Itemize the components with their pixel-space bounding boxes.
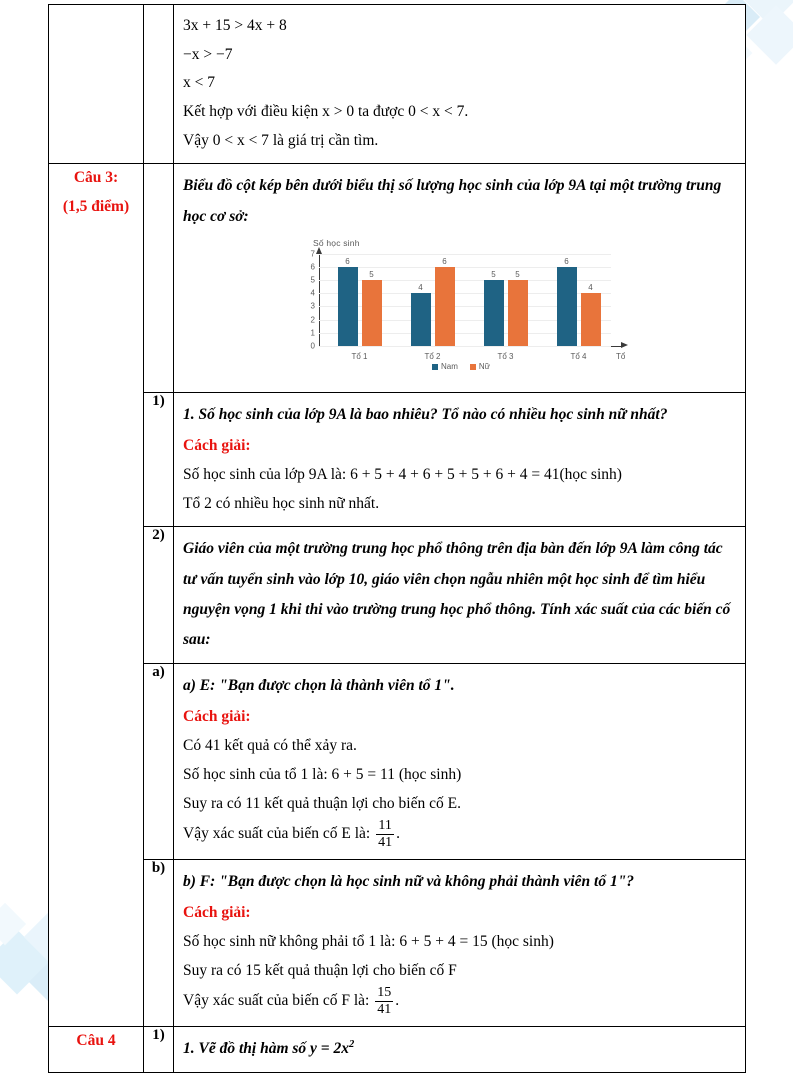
chart-y-tick-label: 7 [310, 249, 315, 259]
chart-plot-area [310, 249, 626, 361]
chart-bar-value-label: 6 [442, 256, 447, 266]
cau3-part1-question: 1. Số học sinh của lớp 9A là bao nhiêu? Tổ nào có nhiều học sinh nữ nhất? [183, 405, 668, 423]
chart-x-axis-label: Tổ [616, 351, 626, 361]
table-row-cau3-partb [49, 859, 746, 1026]
cell-cau4-number [144, 1026, 174, 1072]
cell-continuation-body [174, 5, 746, 164]
cau3-part2-question: Giáo viên của một trường trung học phổ thông trên địa bàn đến lớp 9A làm công tác tư vấn tuyển sinh vào lớp 10, giáo viên chọn ngẫu nhiên một học sinh để tìm hiểu nguyện vọng 1 khi thi vào trường trung học phổ thông. Tính xác suất của các biến cố sau: [183, 540, 731, 649]
chart-bar-nam [484, 270, 504, 346]
chart-bar-nam [411, 283, 431, 346]
chart-bar-nam [338, 256, 358, 346]
probability-fraction-f [375, 985, 393, 1017]
chart-bar-group [411, 254, 455, 346]
conclusion-condition-period: . [464, 103, 469, 121]
cell-cau3-part1-body [174, 392, 746, 527]
cell-cau3-parta-body [174, 664, 746, 860]
chart-legend-swatch [432, 364, 438, 370]
cau3-partb-line1-math: 6 + 5 + 4 = 15 [399, 933, 488, 951]
cau3-part1-line1-unit: (học sinh) [559, 466, 622, 484]
cau3-partb-line3 [183, 985, 739, 1017]
cau3-parta-line2-text: Số học sinh của tổ 1 là: [183, 766, 332, 784]
fraction-numerator: 15 [377, 985, 392, 1001]
inequality-step-2: −x > −7 [183, 45, 233, 63]
conclusion-condition-math2: 0 < x < 7 [408, 103, 465, 121]
x-axis-arrow-icon [621, 342, 628, 348]
conclusion-final-math: 0 < x < 7 [212, 131, 269, 149]
table-row-cau3-part2 [49, 527, 746, 664]
cell-cau4-label [49, 1026, 144, 1072]
cell-num-empty [144, 5, 174, 164]
chart-legend-item [432, 362, 458, 371]
cau3-parta-line2-unit: (học sinh) [394, 766, 462, 784]
chart-bar-nu [508, 270, 528, 346]
cau3-partb-line3-text: Vậy xác suất của biến cố F là: [183, 992, 374, 1010]
probability-fraction-e [376, 818, 394, 850]
chart-y-tick-label: 5 [310, 275, 315, 285]
cell-cau3-partb-body [174, 859, 746, 1026]
chart-category-label: Tổ 1 [351, 351, 368, 361]
watermark-diamond [743, 0, 793, 26]
chart-category-label: Tổ 3 [497, 351, 514, 361]
exam-answer-sheet [48, 4, 745, 1073]
cau3-partb-question: b) F: "Bạn được chọn là học sinh nữ và không phải thành viên tổ 1"? [183, 872, 635, 890]
conclusion-condition [183, 98, 739, 127]
chart-bar-nu [435, 256, 455, 346]
chart-category-label: Tổ 2 [424, 351, 441, 361]
table-row-cau3-intro [49, 164, 746, 392]
cau3-parta-question: a) E: "Bạn được chọn là thành viên tổ 1". [183, 677, 455, 695]
cau3-partb-solution-label: Cách giải: [183, 904, 251, 922]
table-row-cau3-part1 [49, 392, 746, 527]
table-row-continuation [49, 5, 746, 164]
cau3-part1-line1-text: Số học sinh của lớp 9A là: [183, 466, 351, 484]
cau3-intro-text: Biểu đồ cột kép bên dưới biểu thị số lượng học sinh của lớp 9A tại một trường trung học cơ sở: [183, 177, 722, 225]
fraction-numerator: 11 [378, 818, 392, 834]
watermark-diamond [0, 903, 26, 945]
cell-cau3-parta-number [144, 664, 174, 860]
chart-bar-group [484, 254, 528, 346]
watermark-diamond [746, 5, 793, 64]
cau4-question-text: 1. Vẽ đồ thị hàm số [183, 1039, 311, 1057]
cau3-parta-line1: Có 41 kết quả có thể xảy ra. [183, 737, 357, 755]
chart-bar-value-label: 4 [418, 283, 423, 293]
chart-legend [291, 362, 631, 371]
table-row-cau3-parta [49, 664, 746, 860]
chart-gridline [310, 341, 611, 351]
cau4-label: Câu 4 [76, 1031, 116, 1049]
cau3-partb-line1 [183, 928, 739, 957]
cau3-parta-line2-math: 6 + 5 = 11 [331, 766, 395, 784]
chart-bar-nu [581, 283, 601, 346]
cau3-part2-number: 2) [152, 527, 165, 544]
inequality-step-1: 3x + 15 > 4x + 8 [183, 17, 287, 34]
cell-cau3-part2-number [144, 527, 174, 664]
cell-cau-empty [49, 5, 144, 164]
conclusion-final [183, 127, 739, 156]
cell-cau3-part1-number [144, 392, 174, 527]
exam-table [48, 4, 746, 1073]
cell-cau3-label [49, 164, 144, 1026]
cau3-part1-line2: Tổ 2 có nhiều học sinh nữ nhất. [183, 494, 380, 512]
chart-bar-value-label: 6 [345, 256, 350, 266]
cell-cau3-part2-body [174, 527, 746, 664]
chart-legend-label: Nữ [478, 361, 491, 371]
chart-legend-item [470, 362, 490, 371]
cell-cau3-partb-number [144, 859, 174, 1026]
chart-y-tick-label: 6 [310, 262, 315, 272]
cau3-part1-line1 [183, 461, 739, 490]
cau3-parta-line4-period: . [396, 825, 400, 843]
cau4-question [183, 1034, 739, 1064]
chart-bar-value-label: 6 [564, 256, 569, 266]
cau3-partb-number: b) [151, 859, 166, 876]
chart-y-tick-label: 3 [310, 301, 315, 311]
chart-bar-value-label: 5 [491, 270, 496, 280]
cau3-points: (1,5 điểm) [62, 198, 130, 216]
chart-y-tick-label: 1 [310, 328, 315, 338]
cau3-partb-line1-unit: (học sinh) [487, 933, 554, 951]
chart-y-tick-label: 4 [310, 288, 315, 298]
cau3-part1-line1-math: 6 + 5 + 4 + 6 + 5 + 5 + 6 + 4 = 41 [350, 466, 560, 484]
bar-chart [291, 238, 631, 378]
cau3-partb-line3-period: . [395, 992, 400, 1010]
fraction-denominator: 41 [377, 1002, 392, 1018]
cau3-parta-line4 [183, 818, 739, 850]
inequality-step-3: x < 7 [183, 74, 215, 92]
cau3-partb-line2: Suy ra có 15 kết quả thuận lợi cho biến cố F [183, 961, 457, 979]
conclusion-condition-math1: x > 0 [322, 103, 355, 121]
cau3-parta-line3: Suy ra có 11 kết quả thuận lợi cho biến cố E. [183, 794, 461, 812]
conclusion-condition-part2: ta được [354, 103, 409, 121]
chart-bar-nam [557, 256, 577, 346]
table-row-cau4 [49, 1026, 746, 1072]
chart-legend-label: Nam [440, 361, 458, 371]
chart-y-tick-label: 0 [310, 341, 315, 351]
conclusion-condition-part1: Kết hợp với điều kiện [183, 103, 323, 121]
cell-cau4-body [174, 1026, 746, 1072]
cau3-parta-number: a) [152, 664, 165, 681]
chart-bar-nu [362, 270, 382, 346]
cau3-part1-number: 1) [152, 392, 165, 409]
chart-bar-group [338, 254, 382, 346]
watermark-diamond [0, 929, 50, 994]
chart-bar-value-label: 4 [588, 283, 593, 293]
y-axis-arrow-icon [316, 247, 322, 254]
chart-category-label: Tổ 4 [570, 351, 587, 361]
cau3-part1-solution-label: Cách giải: [183, 437, 251, 455]
cau4-question-exponent: 2 [349, 1038, 355, 1050]
cau3-parta-line4-text: Vậy xác suất của biến cố E là: [183, 825, 375, 843]
cau4-question-math: y = 2x [310, 1039, 350, 1057]
cau3-parta-solution-label: Cách giải: [183, 708, 251, 726]
chart-y-axis-label: Số học sinh [313, 237, 360, 248]
cell-num-intro-empty [144, 164, 174, 392]
chart-y-tick-label: 2 [310, 315, 315, 324]
cau3-parta-line2 [183, 761, 739, 790]
conclusion-final-part1: Vậy [183, 131, 213, 149]
chart-bar-value-label: 5 [515, 270, 520, 280]
cau3-partb-line1-text: Số học sinh nữ không phải tổ 1 là: [183, 933, 400, 951]
cau4-number: 1) [152, 1026, 165, 1043]
cell-cau3-intro-body [174, 164, 746, 392]
chart-legend-swatch [470, 364, 476, 370]
chart-bar-group [557, 254, 601, 346]
fraction-denominator: 41 [378, 835, 393, 851]
chart-bar-value-label: 5 [369, 270, 374, 280]
conclusion-final-part2: là giá trị cần tìm. [268, 131, 379, 149]
cau3-label: Câu 3: [73, 169, 119, 187]
